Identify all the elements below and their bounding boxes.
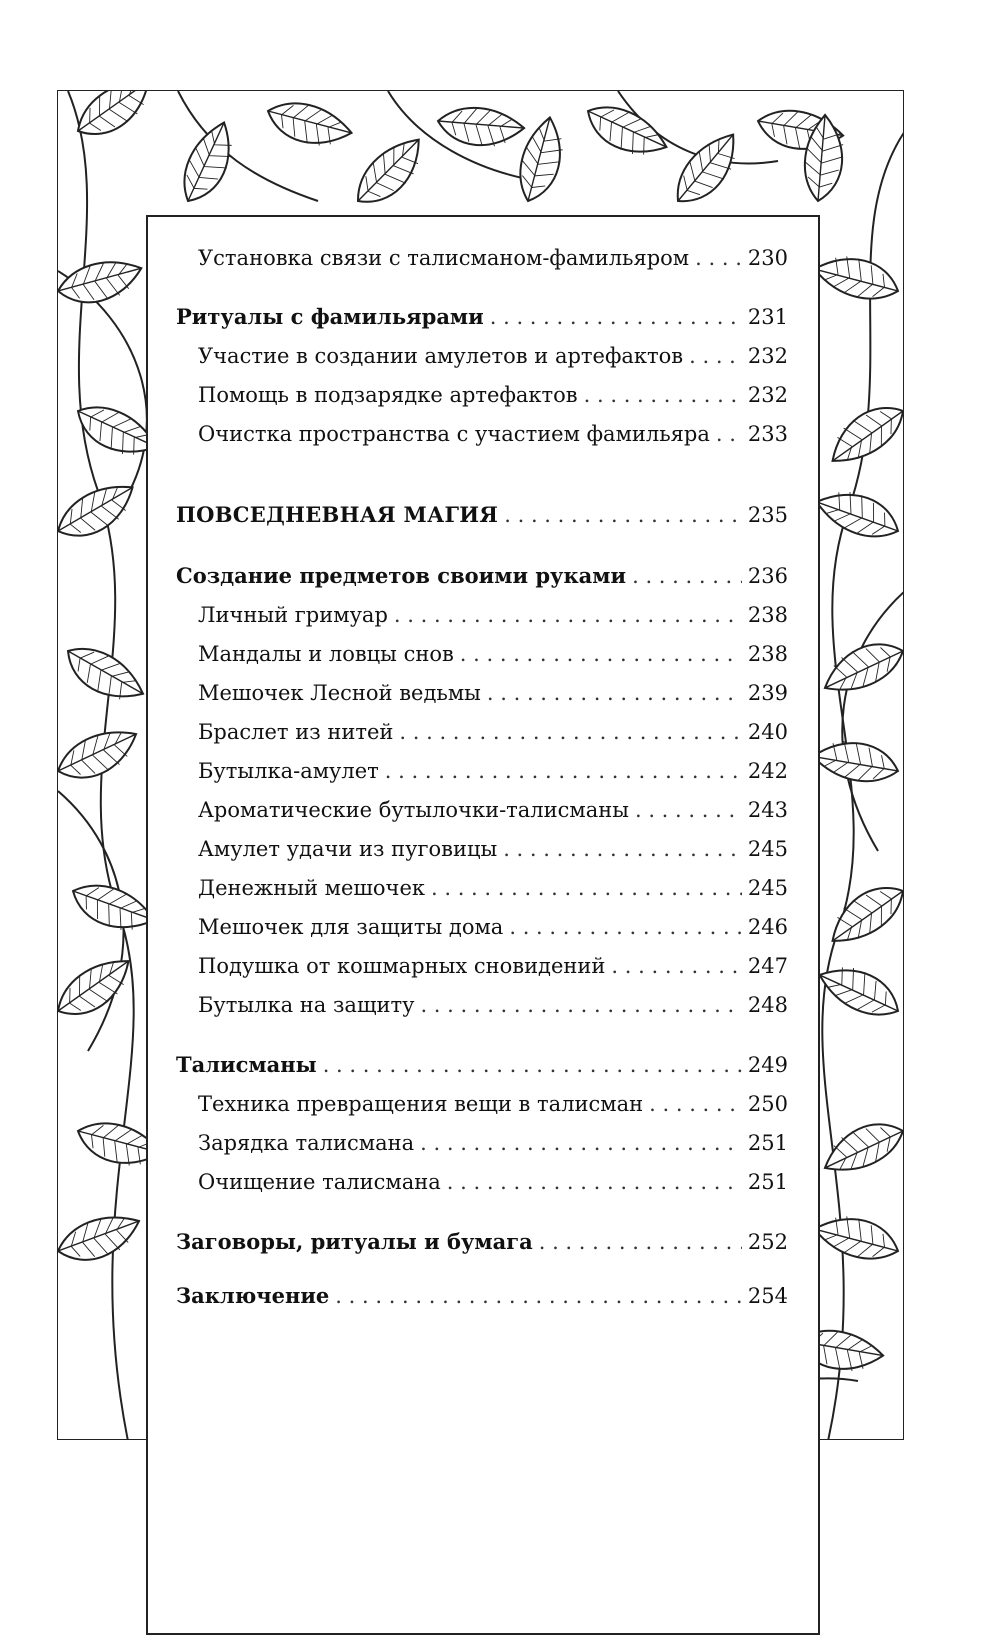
dot-leader xyxy=(584,380,742,410)
dot-leader xyxy=(695,243,742,273)
toc-entry[interactable] xyxy=(176,756,788,786)
toc-entry-title: Мешочек для защиты дома xyxy=(198,915,504,939)
toc-entry-title: Участие в создании амулетов и артефактов xyxy=(198,344,684,368)
toc-entry-page: 251 xyxy=(747,1131,788,1155)
toc-entry-title: Талисманы xyxy=(176,1052,317,1077)
toc-entry-title: Техника превращения вещи в талисман xyxy=(198,1092,644,1116)
toc-entry[interactable] xyxy=(176,1281,788,1311)
dot-leader xyxy=(632,561,742,591)
toc-entry-page: 243 xyxy=(747,798,788,822)
toc-entry[interactable] xyxy=(176,834,788,864)
toc-entry[interactable] xyxy=(176,678,788,708)
toc-entry-title: Зарядка талисмана xyxy=(198,1131,415,1155)
dot-leader xyxy=(335,1281,742,1311)
dot-leader xyxy=(487,678,742,708)
toc-entry-title: Установка связи с талисманом-фамильяром xyxy=(198,246,690,270)
toc-entry-page: 232 xyxy=(747,383,788,407)
toc-entry[interactable] xyxy=(176,990,788,1020)
toc-entry[interactable] xyxy=(176,243,788,273)
toc-entry-page: 240 xyxy=(747,720,788,744)
toc-entry-title: Мешочек Лесной ведьмы xyxy=(198,681,481,705)
toc-entry[interactable] xyxy=(176,500,788,530)
toc-entry-title: Ритуалы с фамильярами xyxy=(176,304,484,329)
toc-entry-page: 248 xyxy=(747,993,788,1017)
toc-entry-page: 250 xyxy=(747,1092,788,1116)
dot-leader xyxy=(635,795,742,825)
dot-leader xyxy=(447,1167,742,1197)
toc-entry[interactable] xyxy=(176,419,788,449)
toc-entry-page: 233 xyxy=(747,422,788,446)
toc-entry[interactable] xyxy=(176,717,788,747)
toc-entry-title: Бутылка на защиту xyxy=(198,993,415,1017)
toc-entry-title: Денежный мешочек xyxy=(198,876,425,900)
toc-entry-page: 246 xyxy=(747,915,788,939)
toc-list xyxy=(176,217,788,1633)
toc-entry[interactable] xyxy=(176,873,788,903)
toc-entry-page: 245 xyxy=(747,876,788,900)
dot-leader xyxy=(539,1227,742,1257)
dot-leader xyxy=(460,639,742,669)
dot-leader xyxy=(399,717,742,747)
dot-leader xyxy=(420,1128,742,1158)
dot-leader xyxy=(504,500,742,530)
toc-entry-title: Помощь в подзарядке артефактов xyxy=(198,383,578,407)
toc-entry[interactable] xyxy=(176,951,788,981)
toc-entry-page: 245 xyxy=(747,837,788,861)
toc-entry-page: 236 xyxy=(747,564,788,588)
toc-entry-page: 238 xyxy=(747,642,788,666)
toc-entry-title: Заговоры, ритуалы и бумага xyxy=(176,1229,533,1254)
toc-entry-page: 231 xyxy=(747,305,788,329)
toc-entry-page: 235 xyxy=(747,503,788,527)
dot-leader xyxy=(431,873,742,903)
toc-entry-page: 242 xyxy=(747,759,788,783)
toc-entry[interactable] xyxy=(176,561,788,591)
dot-leader xyxy=(689,341,742,371)
dot-leader xyxy=(716,419,742,449)
toc-entry[interactable] xyxy=(176,1050,788,1080)
toc-entry[interactable] xyxy=(176,600,788,630)
toc-entry-page: 252 xyxy=(747,1230,788,1254)
toc-entry-page: 232 xyxy=(747,344,788,368)
dot-leader xyxy=(490,302,742,332)
toc-entry-title: Браслет из нитей xyxy=(198,720,394,744)
toc-entry-page: 247 xyxy=(747,954,788,978)
toc-entry-title: ПОВСЕДНЕВНАЯ МАГИЯ xyxy=(176,502,499,527)
toc-entry-page: 254 xyxy=(747,1284,788,1308)
toc-entry-page: 230 xyxy=(747,246,788,270)
toc-entry-title: Бутылка-амулет xyxy=(198,759,379,783)
toc-entry-title: Подушка от кошмарных сновидений xyxy=(198,954,606,978)
toc-entry[interactable] xyxy=(176,912,788,942)
toc-entry-page: 249 xyxy=(747,1053,788,1077)
dot-leader xyxy=(611,951,741,981)
toc-entry-title: Ароматические бутылочки-талисманы xyxy=(198,798,629,822)
toc-entry[interactable] xyxy=(176,380,788,410)
dot-leader xyxy=(420,990,741,1020)
toc-entry-title: Амулет удачи из пуговицы xyxy=(198,837,498,861)
toc-entry-title: Мандалы и ловцы снов xyxy=(198,642,454,666)
toc-entry-page: 239 xyxy=(747,681,788,705)
toc-entry[interactable] xyxy=(176,1227,788,1257)
toc-entry-title: Создание предметов своими руками xyxy=(176,563,627,588)
toc-entry[interactable] xyxy=(176,795,788,825)
toc-entry-title: Очистка пространства с участием фамильяра xyxy=(198,422,710,446)
toc-entry[interactable] xyxy=(176,1128,788,1158)
dot-leader xyxy=(509,912,742,942)
toc-container xyxy=(146,215,820,1635)
toc-entry-title: Заключение xyxy=(176,1283,330,1308)
toc-entry[interactable] xyxy=(176,341,788,371)
toc-entry[interactable] xyxy=(176,302,788,332)
toc-entry-page: 238 xyxy=(747,603,788,627)
dot-leader xyxy=(394,600,742,630)
dot-leader xyxy=(323,1050,742,1080)
toc-entry-page: 251 xyxy=(747,1170,788,1194)
toc-entry-title: Личный гримуар xyxy=(198,603,388,627)
dot-leader xyxy=(649,1089,742,1119)
toc-entry-title: Очищение талисмана xyxy=(198,1170,441,1194)
dot-leader xyxy=(503,834,742,864)
toc-entry[interactable] xyxy=(176,1089,788,1119)
toc-entry[interactable] xyxy=(176,639,788,669)
toc-entry[interactable] xyxy=(176,1167,788,1197)
dot-leader xyxy=(385,756,742,786)
